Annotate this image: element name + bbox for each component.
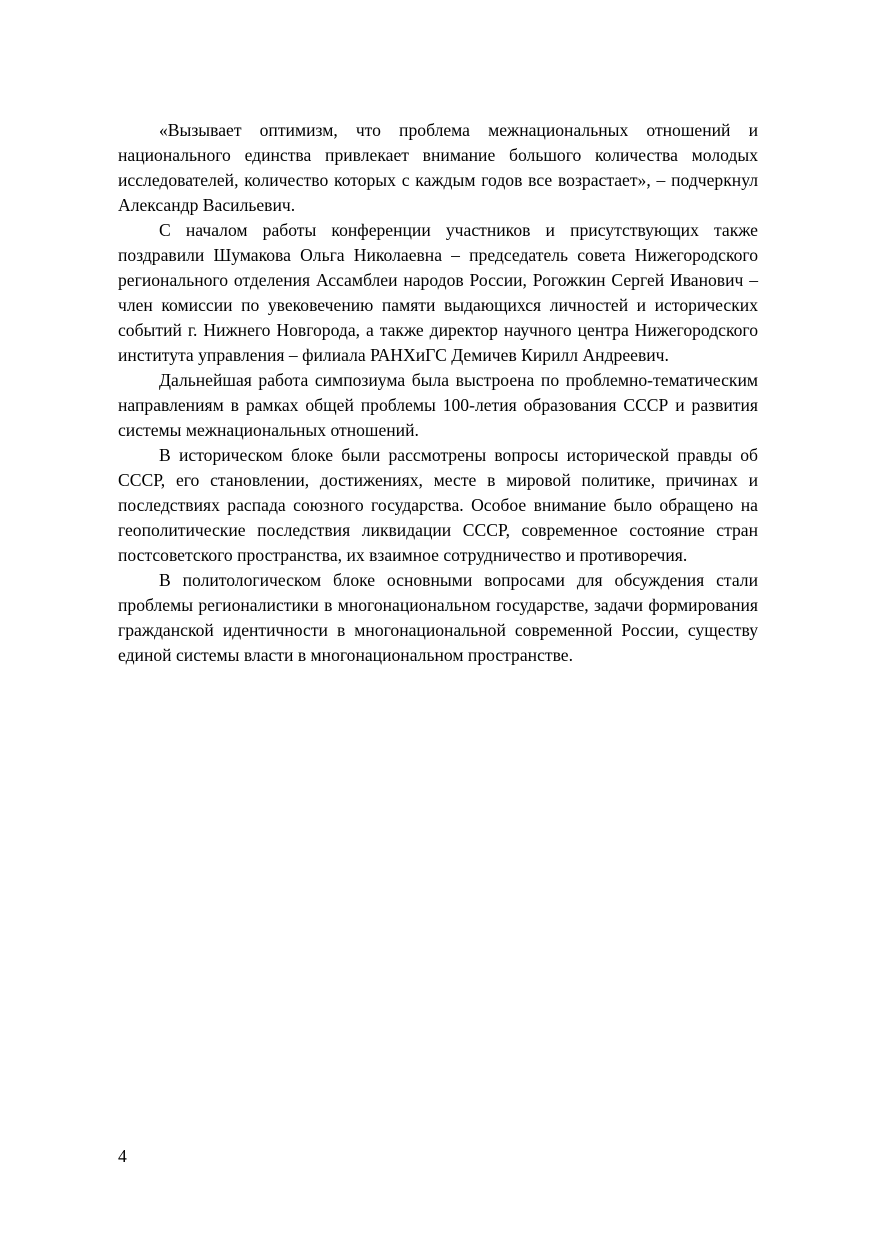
paragraph-greetings: С началом работы конференции участников и присутствующих также поздравили Шумакова Ольга Николаевна – председатель совета Нижегородского регионального отделения Ассамблеи народов России, Рогожкин Сергей Иванович – член комиссии по увековечению памяти выдающихся личностей и исторических событий г. Нижнего Новгорода, а также директор научного центра Нижегородского института управления – филиала РАНХиГС Демичев Кирилл Андреевич. xyxy=(118,220,758,365)
paragraph-historical-block: В историческом блоке были рассмотрены вопросы исторической правды об СССР, его становлении, достижениях, месте в мировой политике, причинах и последствиях распада союзного государства. Особое внимание было обращено на геополитические последствия ликвидации СССР, современное состояние стран постсоветского пространства, их взаимное сотрудничество и противоречия. xyxy=(118,445,758,565)
body-text xyxy=(118,118,758,668)
paragraph-quote: «Вызывает оптимизм, что проблема межнациональных отношений и национального единства привлекает внимание большого количества молодых исследователей, количество которых с каждым годов все возрастает», – подчеркнул Александр Васильевич. xyxy=(118,120,758,215)
paragraph-political-block: В политологическом блоке основными вопросами для обсуждения стали проблемы регионалистики в многонациональном государстве, задачи формирования гражданской идентичности в многонациональной современной России, существу единой системы власти в многонациональном пространстве. xyxy=(118,570,758,665)
paragraph-symposium-work: Дальнейшая работа симпозиума была выстроена по проблемно-тематическим направлениям в рамках общей проблемы 100-летия образования СССР и развития системы межнациональных отношений. xyxy=(118,370,758,440)
page-number: 4 xyxy=(118,1146,127,1166)
